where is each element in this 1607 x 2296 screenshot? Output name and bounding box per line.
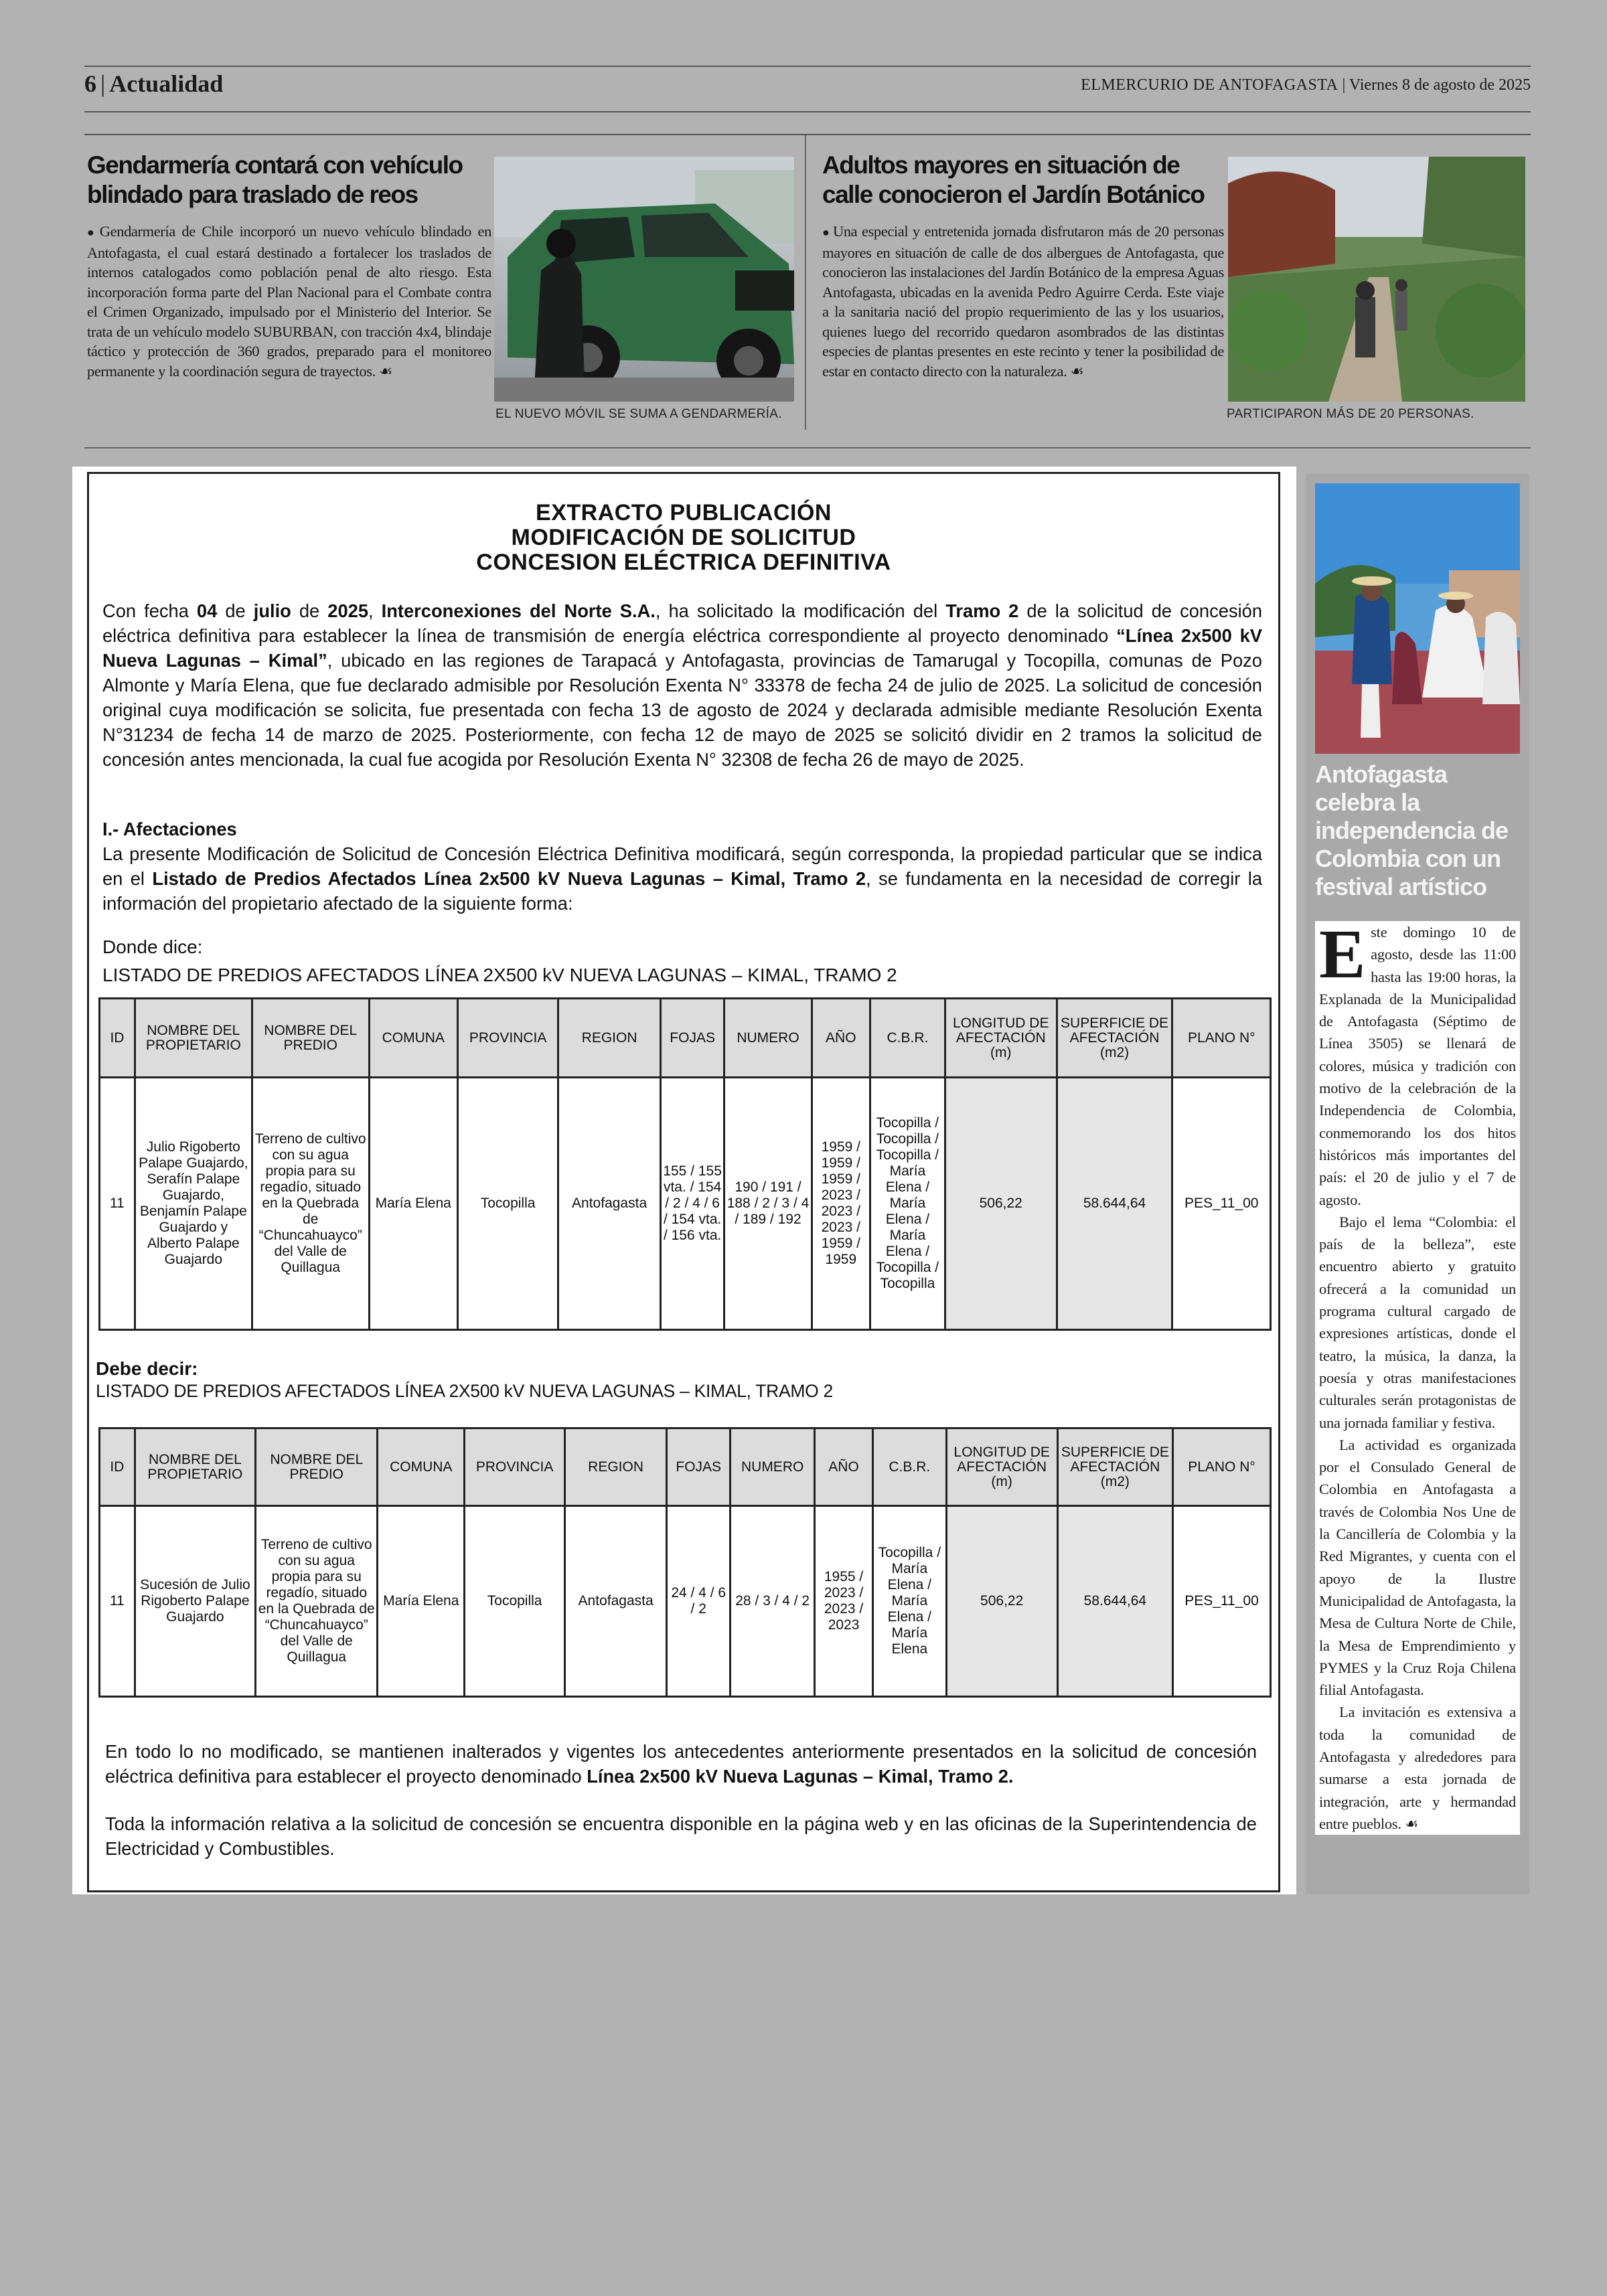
header-rule-bottom-2 [84,134,1531,135]
news-jardin-caption: PARTICIPARON MÁS DE 20 PERSONAS. [1227,407,1474,421]
header-rule-top [84,66,1531,67]
col-anio: AÑO [812,999,870,1078]
table2-title: LISTADO DE PREDIOS AFECTADOS LÍNEA 2X500 kV NUEVA LAGUNAS – KIMAL, TRAMO 2 [96,1381,833,1401]
col-comuna: COMUNA [369,999,457,1078]
news-gendarmeria-title: Gendarmería contará con vehículo blindado para traslado de reos [87,151,463,208]
news-gendarmeria-body: ● Gendarmería de Chile incorporó un nuevo vehículo blindado en Antofagasta, el cual estará destinado a fortalecer los traslados de internos catalogados como población penal de alto riesgo. Esta incorporación forma parte del Plan Nacional para el Combate contra el Crimen Organizado, impulsado por el Ministerio del Interior. Se trata de un vehículo modelo SUBURBAN, con tracción 4x4, blindaje táctico y protección de 360 grados, preparado para el monitoreo permanente y la coordinación segura de trayectos. ☙ [87,223,491,380]
newspaper-name: ELMERCURIO DE ANTOFAGASTA [1081,76,1338,94]
header-rule-bottom [84,111,1531,112]
col-predio: NOMBRE DEL PREDIO [252,999,369,1078]
table-row: 11 Julio Rigoberto Palape Guajardo, Serafín Palape Guajardo, Benjamín Palape Guajardo y Alberto Palape Guajardo Terreno de cultivo con su agua propia para su regadío, situado en la Quebrada de “Chuncahuayco” del Valle de Quillagua María Elena Tocopilla Antofagasta 155 / 155 vta. / 154 / 2 / 4 / 6 / 154 vta. / 156 vta. 190 / 191 / 188 / 2 / 3 / 4 / 189 / 192 1959 / 1959 / 1959 / 2023 / 2023 / 2023 / 1959 / 1959 Tocopilla / Tocopilla / Tocopilla / María Elena / María Elena / María Elena / Tocopilla / Tocopilla 506,22 58.644,64 PES_11_00 [100,1078,1271,1330]
section-name: Actualidad [109,70,224,97]
drop-cap: E [1319,916,1366,993]
legal-notice-wrapper [72,467,1296,1894]
newspaper-page [74,0,1533,2296]
section-divider [84,447,1531,448]
table-debe-decir [98,1427,1272,1698]
afectaciones-section: I.- Afectaciones La presente Modificación de Solicitud de Concesión Eléctrica Definitiva modificará, según corresponda, la propiedad particular que se indica en el Listado de Predios Afectados Línea 2x500 kV Nueva Lagunas – Kimal, Tramo 2, se fundamenta en la necesidad de corregir la información del propietario afectado de la siguiente forma: [102,819,1263,914]
table2-header-row: ID NOMBRE DEL PROPIETARIO NOMBRE DEL PREDIO COMUNA PROVINCIA REGION FOJAS NUMERO AÑO C.B.R. LONGITUD DE AFECTACIÓN (m) SUPERFICIE DE AFECTACIÓN (m2) PLANO N° [100,1428,1271,1506]
table-donde-dice [98,997,1272,1331]
news-gendarmeria-caption: EL NUEVO MÓVIL SE SUMA A GENDARMERÍA. [495,407,782,421]
col-fojas: FOJAS [660,999,724,1078]
closing-paragraph-2: Toda la información relativa a la solicitud de concesión se encuentra disponible en la página web y en las oficinas de la Superintendencia de Electricidad y Combustibles. [105,1813,1257,1859]
armored-vehicle-photo [494,157,794,402]
page-section: 6 | Actualidad [84,70,224,97]
festival-dancers-photo [1315,483,1520,754]
legal-notice [87,472,1280,1892]
donde-dice-label: Donde dice: [102,936,203,957]
col-plano: PLANO N° [1172,999,1271,1078]
table1-title: LISTADO DE PREDIOS AFECTADOS LÍNEA 2X500 kV NUEVA LAGUNAS – KIMAL, TRAMO 2 [102,965,897,985]
afectaciones-heading: I.- Afectaciones [102,819,237,839]
issue-date: Viernes 8 de agosto de 2025 [1349,76,1531,94]
col-cbr: C.B.R. [870,999,945,1078]
table-row: 11 Sucesión de Julio Rigoberto Palape Guajardo Terreno de cultivo con su agua propia para su regadío, situado en la Quebrada de “Chuncahuayco” del Valle de Quillagua María Elena Tocopilla Antofagasta 24 / 4 / 6 / 2 28 / 3 / 4 / 2 1955 / 2023 / 2023 / 2023 Tocopilla / María Elena / María Elena / María Elena 506,22 58.644,64 PES_11_00 [100,1506,1271,1697]
closing-paragraph-1: En todo lo no modificado, se mantienen inalterados y vigentes los antecedentes anteriormente presentados en la solicitud de concesión eléctrica definitiva para establecer el proyecto denominado Línea 2x500 kV Nueva Lagunas – Kimal, Tramo 2. [105,1741,1257,1787]
col-id: ID [100,999,135,1078]
news-jardin-title: Adultos mayores en situación de calle conocieron el Jardín Botánico [822,151,1205,208]
column-divider [805,135,806,430]
page-number: 6 [84,70,96,97]
page-header [84,68,1531,110]
sidebar-title: Antofagasta celebra la independencia de Colombia con un festival artístico [1315,760,1509,900]
news-gendarmeria [87,151,491,432]
col-propietario: NOMBRE DEL PROPIETARIO [135,999,252,1078]
botanical-garden-photo [1228,157,1525,402]
legal-notice-title: EXTRACTO PUBLICACIÓN MODIFICACIÓN DE SOLICITUD CONCESION ELÉCTRICA DEFINITIVA [476,500,891,575]
table1-header-row [100,999,1271,1078]
col-numero: NUMERO [724,999,812,1078]
news-jardin-body: ● Una especial y entretenida jornada disfrutaron más de 20 personas mayores en situación de calle de dos albergues de Antofagasta, que conocieron las instalaciones del Jardín Botánico de la empresa Aguas Antofagasta, ubicadas en la avenida Pedro Aguirre Cerda. Este viaje a la sanitaria nació del propio requerimiento de las y los usuarios, quienes luego del recorrido quedaron asombrados de las distintas especies de plantas presentes en este recinto y tener la posibilidad de estar en contacto directo con la naturaleza. ☙ [822,223,1224,380]
col-superficie: SUPERFICIE DE AFECTACIÓN (m2) [1057,999,1172,1078]
masthead-date: ELMERCURIO DE ANTOFAGASTA | Viernes 8 de agosto de 2025 [1081,76,1531,94]
news-jardin-botanico [822,151,1224,432]
debe-decir-label: Debe decir: [96,1358,198,1379]
sidebar-colombia [1306,474,1529,1894]
sidebar-article: Este domingo 10 de agosto, desde las 11:00 hasta las 19:00 horas, la Explanada de la Municipalidad de Antofagasta (Séptimo de Línea 3505) se llenará de colores, música y tradición con motivo de la celebración de la Independencia de Colombia, conmemorando los dos hitos históricos más importantes del país: el 20 de julio y el 7 de agosto. Bajo el lema “Colombia: el país de la belleza”, este encuentro abierto y gratuito ofrecerá a la comunidad un programa cultural cargado de expresiones artísticas, donde el teatro, la música, la danza, la poesía y otras manifestaciones culturales serán protagonistas de una jornada familiar y festiva. La actividad es organizada por el Consulado General de Colombia en Antofagasta a través de Colombia Nos Une de la Cancillería de Colombia y la Red Migrantes, y cuenta con el apoyo de la Ilustre Municipalidad de Antofagasta, la Mesa de Cultura Norte de Chile, la Mesa de Emprendimiento y PYMES y la Cruz Roja Chilena filial Antofagasta. La invitación es extensiva a toda la comunidad de Antofagasta y alrededores para sumarse a esta jornada de integración, arte y hermandad entre pueblos. ☙ [1315,921,1520,1835]
col-region: REGION [558,999,661,1078]
col-provincia: PROVINCIA [457,999,558,1078]
legal-notice-intro: Con fecha 04 de julio de 2025, Interconexiones del Norte S.A., ha solicitado la modificación del Tramo 2 de la solicitud de concesión eléctrica definitiva para establecer la línea de transmisión de energía eléctrica correspondiente al proyecto denominado “Línea 2x500 kV Nueva Lagunas – Kimal”, ubicado en las regiones de Tarapacá y Antofagasta, provincias de Tamarugal y Tocopilla, comunas de Pozo Almonte y María Elena, que fue declarado admisible por Resolución Exenta N° 33378 de fecha 24 de julio de 2025. La solicitud de concesión original cuya modificación se solicita, fue presentada con fecha 13 de agosto de 2024 y declarada admisible mediante Resolución Exenta N°31234 de fecha 14 de marzo de 2025. Posteriormente, con fecha 12 de mayo de 2025 se solicitó dividir en 2 tramos la solicitud de concesión antes mencionada, la cual fue acogida por Resolución Exenta N° 32308 de fecha 26 de mayo de 2025. [102,600,1263,770]
col-longitud: LONGITUD DE AFECTACIÓN (m) [945,999,1057,1078]
